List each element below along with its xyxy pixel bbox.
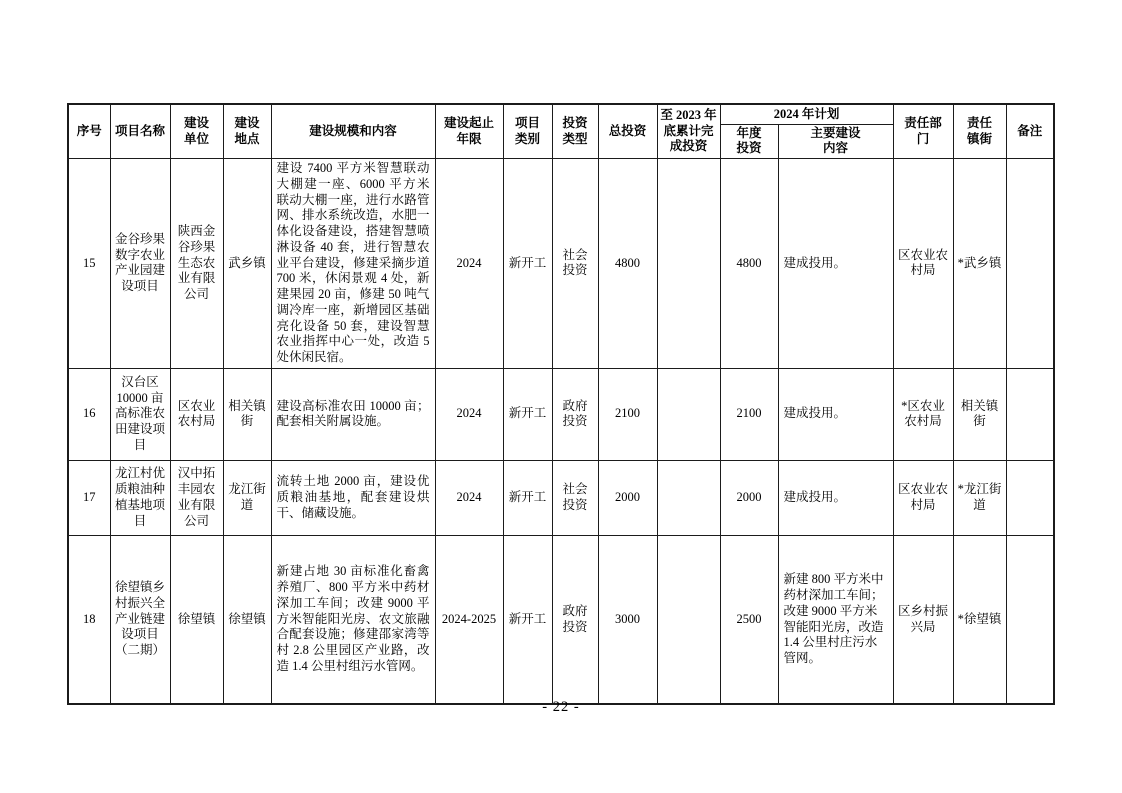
header-location: 建设地点 xyxy=(223,104,271,159)
cell-project-name: 汉台区 10000 亩高标准农田建设项目 xyxy=(110,368,170,460)
header-build-unit: 建设单位 xyxy=(170,104,223,159)
cell-category: 新开工 xyxy=(503,460,552,535)
table-row-16 xyxy=(68,368,1054,460)
cell-category: 新开工 xyxy=(503,368,552,460)
header-annual-invest: 年度投资 xyxy=(720,124,778,159)
page-number: - 22 - xyxy=(542,699,580,715)
cell-years: 2024 xyxy=(435,460,503,535)
cell-main-content: 建成投用。 xyxy=(778,460,893,535)
cell-category: 新开工 xyxy=(503,535,552,704)
cell-remark xyxy=(1006,535,1054,704)
cell-to2023-invest xyxy=(657,535,720,704)
cell-scale: 流转土地 2000 亩，建设优质粮油基地，配套建设烘干、储藏设施。 xyxy=(271,460,435,535)
cell-dept: 区农业农村局 xyxy=(893,460,953,535)
cell-seq: 16 xyxy=(68,368,110,460)
header-to2023-invest: 至 2023 年底累计完成投资 xyxy=(657,104,720,159)
cell-project-name: 徐望镇乡村振兴全产业链建设项目（二期） xyxy=(110,535,170,704)
cell-build-unit: 陕西金谷珍果生态农业有限公司 xyxy=(170,159,223,369)
cell-build-unit: 区农业农村局 xyxy=(170,368,223,460)
header-town: 责任镇街 xyxy=(953,104,1006,159)
cell-town: 相关镇街 xyxy=(953,368,1006,460)
cell-annual-invest: 2100 xyxy=(720,368,778,460)
header-project-name: 项目名称 xyxy=(110,104,170,159)
cell-years: 2024-2025 xyxy=(435,535,503,704)
header-total-invest: 总投资 xyxy=(598,104,657,159)
header-2024-plan: 2024 年计划 xyxy=(720,104,893,124)
header-dept: 责任部门 xyxy=(893,104,953,159)
cell-annual-invest: 2000 xyxy=(720,460,778,535)
cell-invest-type: 社会投资 xyxy=(552,460,598,535)
cell-main-content: 新建 800 平方米中药材深加工车间；改建 9000 平方米智能阳光房，改造 1.4 公里村庄污水管网。 xyxy=(778,535,893,704)
cell-to2023-invest xyxy=(657,460,720,535)
header-category: 项目类别 xyxy=(503,104,552,159)
cell-location: 徐望镇 xyxy=(223,535,271,704)
table-row-15 xyxy=(68,159,1054,369)
cell-seq: 18 xyxy=(68,535,110,704)
cell-remark xyxy=(1006,368,1054,460)
cell-scale: 新建占地 30 亩标准化畜禽养殖厂、800 平方米中药材深加工车间；改建 9000 平方米智能阳光房、农文旅融合配套设施；修建邵家湾等村 2.8 公里园区产业路，改造 1.4 公里村组污水管网。 xyxy=(271,535,435,704)
cell-build-unit: 汉中拓丰园农业有限公司 xyxy=(170,460,223,535)
cell-total-invest: 4800 xyxy=(598,159,657,369)
header-seq: 序号 xyxy=(68,104,110,159)
cell-seq: 17 xyxy=(68,460,110,535)
cell-annual-invest: 2500 xyxy=(720,535,778,704)
cell-to2023-invest xyxy=(657,159,720,369)
cell-project-name: 金谷珍果数字农业产业园建设项目 xyxy=(110,159,170,369)
cell-category: 新开工 xyxy=(503,159,552,369)
table-row-17 xyxy=(68,460,1054,535)
cell-location: 相关镇街 xyxy=(223,368,271,460)
cell-main-content: 建成投用。 xyxy=(778,159,893,369)
project-table xyxy=(67,103,1055,705)
cell-total-invest: 2100 xyxy=(598,368,657,460)
cell-project-name: 龙江村优质粮油种植基地项目 xyxy=(110,460,170,535)
cell-town: *徐望镇 xyxy=(953,535,1006,704)
cell-total-invest: 2000 xyxy=(598,460,657,535)
header-invest-type: 投资类型 xyxy=(552,104,598,159)
cell-annual-invest: 4800 xyxy=(720,159,778,369)
header-remark: 备注 xyxy=(1006,104,1054,159)
cell-scale: 建设高标准农田 10000 亩；配套相关附属设施。 xyxy=(271,368,435,460)
cell-remark xyxy=(1006,159,1054,369)
cell-invest-type: 政府投资 xyxy=(552,535,598,704)
cell-seq: 15 xyxy=(68,159,110,369)
cell-town: *龙江街道 xyxy=(953,460,1006,535)
header-scale: 建设规模和内容 xyxy=(271,104,435,159)
cell-invest-type: 社会投资 xyxy=(552,159,598,369)
cell-invest-type: 政府投资 xyxy=(552,368,598,460)
cell-remark xyxy=(1006,460,1054,535)
table-row-18 xyxy=(68,535,1054,704)
header-years: 建设起止年限 xyxy=(435,104,503,159)
cell-dept: 区农业农村局 xyxy=(893,159,953,369)
header-main-content: 主要建设内容 xyxy=(778,124,893,159)
cell-to2023-invest xyxy=(657,368,720,460)
header-row-1 xyxy=(68,104,1054,124)
cell-dept: *区农业农村局 xyxy=(893,368,953,460)
cell-dept: 区乡村振兴局 xyxy=(893,535,953,704)
cell-main-content: 建成投用。 xyxy=(778,368,893,460)
cell-location: 武乡镇 xyxy=(223,159,271,369)
cell-years: 2024 xyxy=(435,159,503,369)
cell-town: *武乡镇 xyxy=(953,159,1006,369)
cell-years: 2024 xyxy=(435,368,503,460)
cell-build-unit: 徐望镇 xyxy=(170,535,223,704)
cell-location: 龙江街道 xyxy=(223,460,271,535)
cell-total-invest: 3000 xyxy=(598,535,657,704)
cell-scale: 建设 7400 平方米智慧联动大棚建一座、6000 平方米联动大棚一座，进行水路管网、排水系统改造，水肥一体化设备建设，搭建智慧喷淋设备 40 套，进行智慧农业平台建设，修建采摘步道 700 米，休闲景观 4 处，新建果园 20 亩，修建 50 吨气调冷库一座，新增园区基础亮化设备 50 套，建设智慧农业指挥中心一处，改造 5 处休闲民宿。 xyxy=(271,159,435,369)
